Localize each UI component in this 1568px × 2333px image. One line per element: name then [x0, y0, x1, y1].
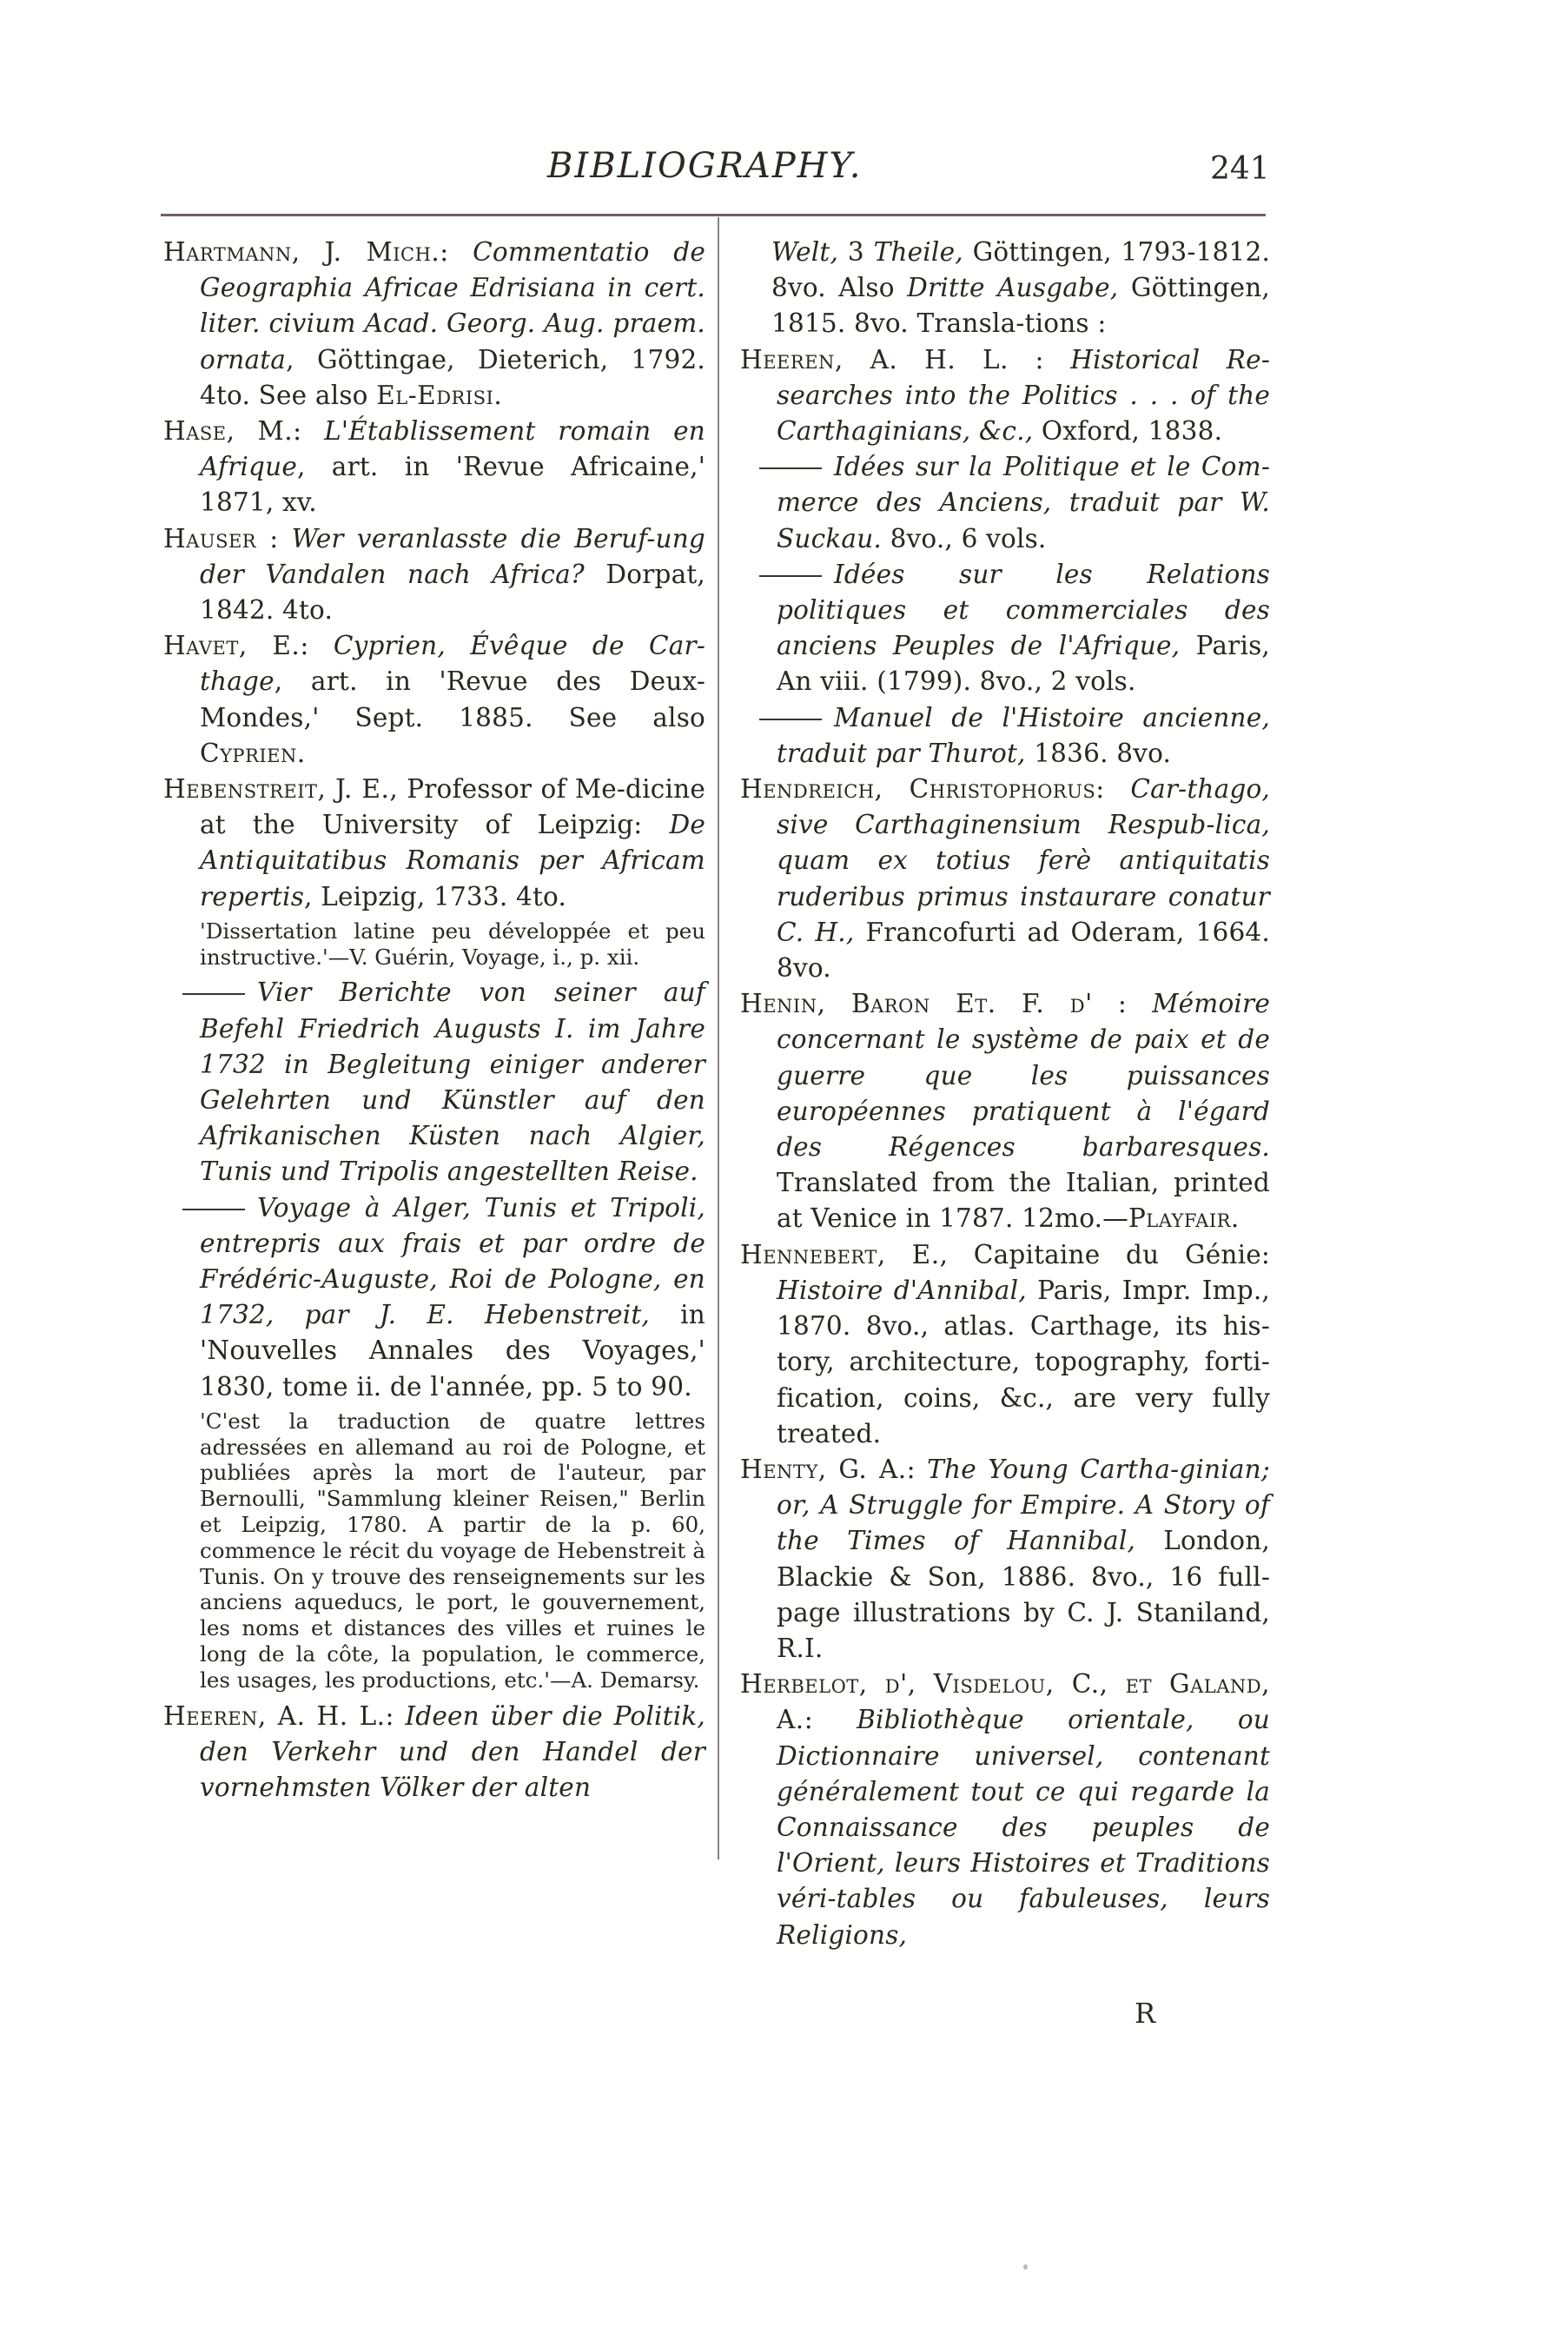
entry-title: Wer veranlasste die Beruf-ung der Vandalen nach Africa?	[200, 523, 705, 589]
entry-title: De Antiquitatibus Romanis per Africam repertis	[200, 810, 706, 911]
entry-title: Vier Berichte von seiner auf Befehl Friedrich Augusts I. im Jahre 1732 in Begleitung einiger anderer Gelehrten und Künstler auf den Afrikanischen Küsten nach Algier, Tunis und Tripolis angestellten Reise.	[200, 978, 705, 1187]
entry-heeren: Heeren, A. H. L.: Ideen über die Politik, den Verkehr und den Handel der vornehmsten Völker der alten	[163, 1700, 705, 1803]
entry-details: 8vo., 6 vols.	[890, 523, 1047, 553]
entry-details: Oxford, 1838.	[1041, 416, 1223, 447]
entry-title: Idées sur les Relations politiques et commerciales des anciens Peuples de l'Afrique,	[777, 559, 1270, 661]
entry-details: in 'Nouvelles Annales des Voyages,' 1830, tome ii. de l'année, pp. 5 to 90.	[200, 1300, 705, 1402]
entry-details: Francofurti ad Oderam, 1664. 8vo.	[777, 917, 1270, 984]
entry-title: Cyprien, Évêque de Car-thage	[200, 631, 706, 697]
entry-author: Havet, E.	[163, 631, 301, 661]
entry-hartmann: Hartmann, J. Mich.: Commentatio de Geographia Africae Edrisiana in cert. liter. civium Acad. Georg. Aug. praem. ornata, Göttingae, Dieterich, 1792. 4to. See also El-Edrisi.	[163, 237, 706, 410]
entry-author: Henin, Baron Et. F. d'	[740, 989, 1093, 1019]
entry-title: The Young Cartha-ginian; or, A Struggle for Empire. A Story of the Times of Hannibal,	[777, 1454, 1270, 1556]
entry-hebenstreit-2	[163, 975, 705, 1190]
entry-details: Leipzig, 1733. 4to.	[321, 881, 567, 911]
header-rule	[161, 214, 1266, 216]
entry-heeren-4	[740, 557, 1270, 700]
entry-heeren-5	[740, 700, 1270, 772]
column-divider	[718, 217, 719, 1859]
signature-mark: R	[1135, 1997, 1156, 2030]
entry-description: Capitaine du Génie:	[973, 1239, 1271, 1269]
entry-author: Hebenstreit, J. E.	[163, 774, 390, 805]
entry-details: Translated from the Italian, printed at Venice in 1787. 12mo.—	[777, 1168, 1270, 1234]
entry-title: Welt,	[771, 237, 839, 267]
entry-title: Voyage à Alger, Tunis et Tripoli, entrepris aux frais et par ordre de Frédéric-Auguste, Roi de Pologne, en 1732, par J. E. Hebenstreit,	[200, 1192, 705, 1330]
entry-hebenstreit: Hebenstreit, J. E., Professor of Me-dicine at the University of Leipzig: De Antiquitatibus Romanis per Africam repertis, Leipzig, 1733. 4to.	[163, 774, 706, 911]
entry-henin: Henin, Baron Et. F. d' : Mémoire concernant le système de paix et de guerre que les puissances européennes pratiquent à l'égard des Régences barbaresques. Translated from the Italian, printed at Venice in 1787. 12mo.—Playfair.	[740, 989, 1270, 1234]
entry-author: Hauser	[163, 523, 257, 553]
paper-speck	[1023, 2264, 1028, 2270]
entry-details: Paris, Impr. Imp., 1870. 8vo., atlas. Carthage, its his-tory, architecture, topography, forti-fication, coins, &c., are very fully treated.	[777, 1275, 1270, 1448]
entry-author: Hartmann, J. Mich.	[163, 237, 440, 267]
entry-author: Hendreich, Christophorus	[740, 774, 1096, 805]
entry-title: Commentatio de Geographia Africae Edrisiana in cert. liter. civium Acad. Georg. Aug. praem. ornata	[200, 237, 706, 374]
entry-description: Professor of Me-dicine at the University of Leipzig:	[200, 774, 705, 840]
entry-hase: Hase, M.: L'Établissement romain en Afrique, art. in 'Revue Africaine,' 1871, xv.	[163, 416, 705, 518]
ditto-dash	[759, 719, 822, 720]
ditto-dash	[182, 993, 245, 995]
ditto-dash	[759, 575, 822, 577]
entry-details-3: Göttingen, 1815. 8vo. Transla-tions :	[771, 273, 1271, 339]
ditto-dash	[759, 467, 822, 469]
right-column	[740, 235, 1270, 1953]
entry-details: Paris, An viii. (1799). 8vo., 2 vols.	[777, 631, 1270, 697]
entry-author: Hennebert, E.	[740, 1239, 940, 1269]
entry-henty: Henty, G. A.: The Young Cartha-ginian; or, A Struggle for Empire. A Story of the Times of Hannibal, London, Blackie & Son, 1886. 8vo., 16 full-page illustrations by C. J. Staniland, R.I.	[740, 1454, 1270, 1663]
entry-note: 'C'est la traduction de quatre lettres adressées en allemand au roi de Pologne, et publiées après la mort de l'auteur, par Bernoulli, "Sammlung kleiner Reisen," Berlin et Leipzig, 1780. A partir de la p. 60, commence le récit du voyage de Hebenstreit à Tunis. On y trouve des renseignements sur les anciens aqueducs, le port, le gouvernement, les noms et distances des villes et ruines le long de la côte, la population, le commerce, les usages, les productions, etc.'—A. Demarsy.	[200, 1408, 705, 1693]
entry-see-also: Playfair.	[1128, 1203, 1240, 1234]
entry-details: London, Blackie & Son, 1886. 8vo., 16 full-page illustrations by C. J. Staniland, R.I.	[777, 1526, 1270, 1663]
entry-author: Heeren, A. H. L.	[740, 344, 1009, 374]
entry-title: Mémoire concernant le système de paix et de guerre que les puissances européennes pratiquent à l'égard des Régences barbaresques.	[777, 989, 1270, 1163]
entry-heeren-3	[740, 449, 1270, 557]
page-header	[0, 139, 1568, 200]
entry-havet: Havet, E.: Cyprien, Évêque de Car-thage, art. in 'Revue des Deux-Mondes,' Sept. 1885. See also Cyprien.	[163, 631, 706, 768]
entry-hennebert: Hennebert, E., Capitaine du Génie: Histoire d'Annibal, Paris, Impr. Imp., 1870. 8vo., atlas. Carthage, its his-tory, architecture, topography, forti-fication, coins, &c., are very fully treated.	[740, 1239, 1271, 1448]
entry-hauser: Hauser : Wer veranlasste die Beruf-ung der Vandalen nach Africa? Dorpat, 1842. 4to.	[163, 523, 706, 626]
entry-author: Heeren, A. H. L.	[163, 1700, 386, 1731]
entry-details: art. in 'Revue Africaine,' 1871, xv.	[200, 452, 705, 518]
entry-details: art. in 'Revue des Deux-Mondes,' Sept. 1885. See also	[200, 666, 706, 732]
entry-author: Herbelot, d', Visdelou, C., et Galand, A.	[740, 1669, 1270, 1735]
left-column	[163, 235, 705, 1806]
entry-see-also: Cyprien.	[200, 738, 306, 768]
entry-details: 1836. 8vo.	[1034, 738, 1172, 768]
entry-title: Car-thago, sive Carthaginensium Respub-lica, quam ex totius ferè antiquitatis ruderibus primus instaurare conatur C. H.,	[777, 774, 1271, 947]
entry-title: Idées sur la Politique et le Com-merce des Anciens, traduit par W. Suckau.	[777, 452, 1270, 553]
entry-author: Hase, M.	[163, 416, 294, 447]
entry-herbelot: Herbelot, d', Visdelou, C., et Galand, A.: Bibliothèque orientale, ou Dictionnaire universel, contenant généralement tout ce qui regarde la Connaissance des peuples de l'Orient, leurs Histoires et Traditions véri-tables ou fabuleuses, leurs Religions,	[740, 1669, 1271, 1950]
entry-title: Histoire d'Annibal,	[777, 1275, 1027, 1305]
ditto-dash	[182, 1209, 245, 1210]
entry-heeren-2: Heeren, A. H. L. : Historical Re-searches into the Politics . . . of the Carthaginians, &c., Oxford, 1838.	[740, 344, 1270, 447]
entry-note: 'Dissertation latine peu développée et peu instructive.'—V. Guérin, Voyage, i., p. xii.	[200, 918, 705, 970]
entry-details-2: Göttingen, 1793-1812. 8vo. Also	[771, 237, 1271, 303]
entry-hendreich: Hendreich, Christophorus: Car-thago, sive Carthaginensium Respub-lica, quam ex totius ferè antiquitatis ruderibus primus instaurare conatur C. H., Francofurti ad Oderam, 1664. 8vo.	[740, 774, 1271, 984]
entry-heeren-continued	[740, 235, 1270, 342]
entry-title: Manuel de l'Histoire ancienne, traduit par Thurot,	[777, 702, 1270, 768]
entry-title: Historical Re-searches into the Politics . . . of the Carthaginians, &c.,	[777, 344, 1270, 447]
running-title: BIBLIOGRAPHY.	[547, 146, 863, 186]
entry-see-also: El-Edrisi.	[376, 380, 503, 410]
entry-hebenstreit-3	[163, 1190, 705, 1405]
entry-title: Ideen über die Politik, den Verkehr und den Handel der vornehmsten Völker der alten	[200, 1700, 705, 1803]
entry-author: Henty, G. A.	[740, 1454, 907, 1484]
entry-details: Göttingae, Dieterich, 1792. 4to. See also	[200, 344, 705, 410]
entry-title-3: Dritte Ausgabe,	[907, 273, 1119, 303]
entry-title-2: Theile,	[873, 237, 963, 267]
entry-details: Dorpat, 1842. 4to.	[200, 559, 706, 626]
entry-title: L'Établissement romain en Afrique	[200, 416, 705, 482]
page-number: 241	[1210, 151, 1270, 187]
entry-title: Bibliothèque orientale, ou Dictionnaire universel, contenant généralement tout ce qui regarde la Connaissance des peuples de l'Orient, leurs Histoires et Traditions véri-tables ou fabuleuses, leurs Religions,	[777, 1705, 1271, 1950]
entry-details: 3	[847, 237, 864, 267]
